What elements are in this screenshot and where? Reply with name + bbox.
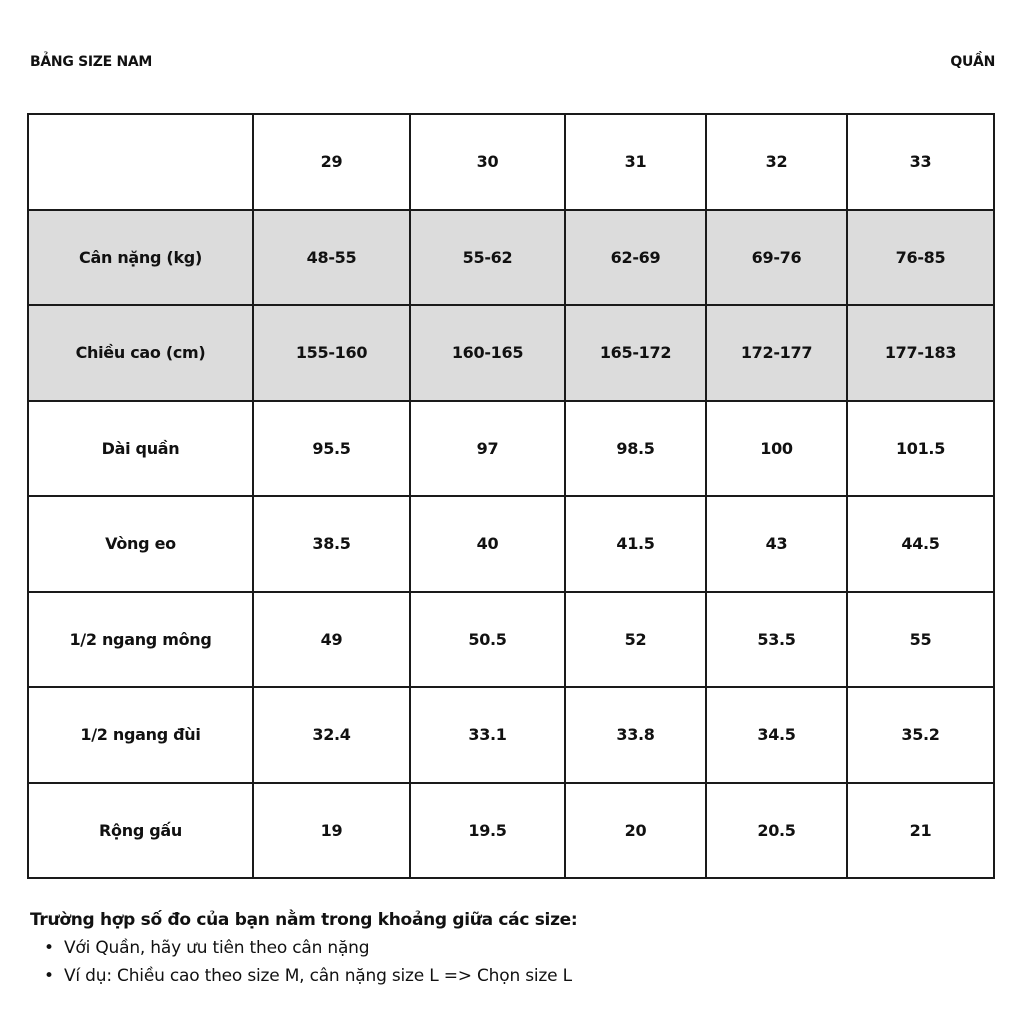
table-cell: 32.4 [253,687,410,783]
row-label: Dài quần [28,401,253,497]
row-label: 1/2 ngang mông [28,592,253,688]
table-cell: 50.5 [410,592,565,688]
row-label: Rộng gấu [28,783,253,879]
table-cell: 177-183 [847,305,994,401]
table-cell: 165-172 [565,305,706,401]
table-cell: 160-165 [410,305,565,401]
table-cell: 95.5 [253,401,410,497]
size-header-cell: 29 [253,114,410,210]
size-header-cell: 30 [410,114,565,210]
table-cell: 52 [565,592,706,688]
size-header-cell: 33 [847,114,994,210]
table-cell: 97 [410,401,565,497]
table-cell: 41.5 [565,496,706,592]
notes-title: Trường hợp số đo của bạn nằm trong khoảng giữa các size: [30,910,578,930]
table-cell: 55 [847,592,994,688]
table-cell: 33.8 [565,687,706,783]
table-row-hem [28,783,994,879]
table-cell: 34.5 [706,687,847,783]
table-header-row [28,114,994,210]
row-label: Vòng eo [28,496,253,592]
table-cell: 53.5 [706,592,847,688]
table-cell: 155-160 [253,305,410,401]
table-cell: 48-55 [253,210,410,306]
table-cell: 19 [253,783,410,879]
row-label: Cân nặng (kg) [28,210,253,306]
size-table [27,113,995,879]
table-cell: 101.5 [847,401,994,497]
table-corner-cell [28,114,253,210]
table-cell: 49 [253,592,410,688]
table-cell: 98.5 [565,401,706,497]
table-cell: 100 [706,401,847,497]
table-cell: 20.5 [706,783,847,879]
table-cell: 62-69 [565,210,706,306]
table-cell: 35.2 [847,687,994,783]
row-label: 1/2 ngang đùi [28,687,253,783]
table-cell: 55-62 [410,210,565,306]
table-cell: 20 [565,783,706,879]
table-cell: 76-85 [847,210,994,306]
table-row-weight [28,210,994,306]
notes-list [30,934,990,990]
table-row-height [28,305,994,401]
table-cell: 21 [847,783,994,879]
product-type-label: QUẦN [950,54,995,70]
table-cell: 44.5 [847,496,994,592]
table-cell: 43 [706,496,847,592]
table-cell: 69-76 [706,210,847,306]
table-row-thigh [28,687,994,783]
row-label: Chiều cao (cm) [28,305,253,401]
list-item: • Với Quần, hãy ưu tiên theo cân nặng [64,934,990,962]
table-cell: 172-177 [706,305,847,401]
chart-title: BẢNG SIZE NAM [30,54,153,70]
table-cell: 19.5 [410,783,565,879]
table-row-waist [28,496,994,592]
list-item: • Ví dụ: Chiều cao theo size M, cân nặng size L => Chọn size L [64,962,990,990]
table-cell: 33.1 [410,687,565,783]
table-row-length [28,401,994,497]
size-notes [30,910,990,990]
table-cell: 40 [410,496,565,592]
size-header-cell: 32 [706,114,847,210]
table-row-hip [28,592,994,688]
table-cell: 38.5 [253,496,410,592]
size-header-cell: 31 [565,114,706,210]
